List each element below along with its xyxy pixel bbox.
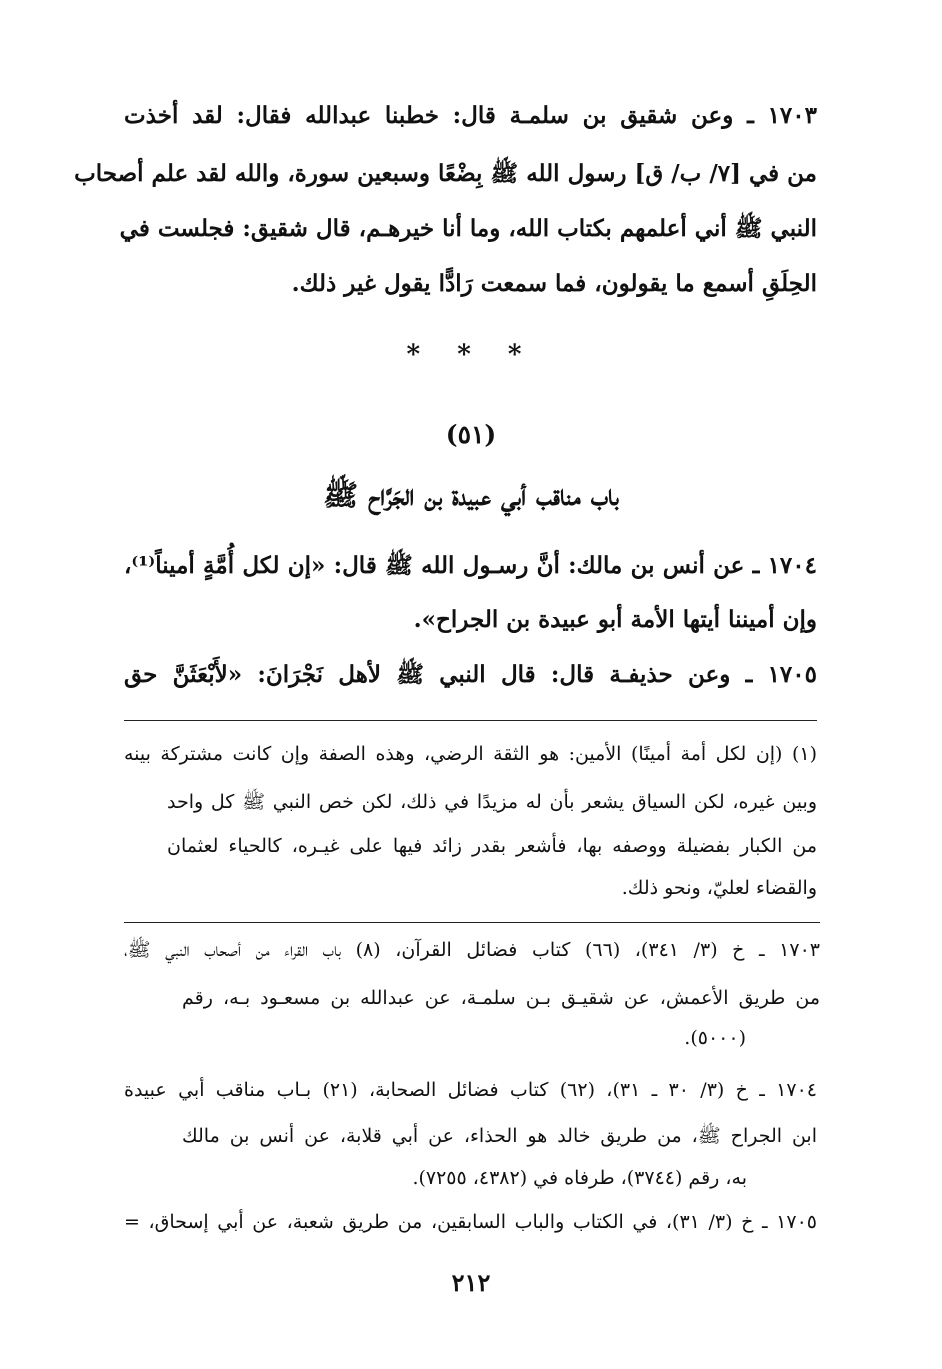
text-line: الحِلَقِ أسمع ما يقولون، فما سمعت رَادًّا يقول غير ذلك. <box>291 270 817 297</box>
takhrij-line: به، رقم (٣٧٤٤)، طرفاه في (٤٣٨٢، ٧٢٥٥). <box>412 1167 747 1189</box>
text-line: من في [٧/ ب/ ق] رسول الله ﷺ بِضْعًا وسبعين سورة، والله لقد علم أصحاب <box>74 160 817 187</box>
footnote-line: والقضاء لعليّ، ونحو ذلك. <box>621 877 817 899</box>
footnote-line: (١) (إن لكل أمة أمينًا) الأمين: هو الثقة الرضي، وهذه الصفة وإن كانت مشتركة بينه <box>124 743 817 765</box>
section-separator: * * * <box>406 340 536 370</box>
footnote-line: وبين غيره، لكن السياق يشعر بأن له مزيدًا في ذلك، لكن خص النبي ﷺ كل واحد <box>167 791 817 813</box>
text-line: النبي ﷺ أني أعلمهم بكتاب الله، وما أنا خيرهـم، قال شقيق: فجلست في <box>119 215 817 242</box>
takhrij-divider <box>124 922 820 923</box>
text-line: وإن أميننا أيتها الأمة أبو عبيدة بن الجراح». <box>413 606 817 633</box>
footnote-line: من الكبار بفضيلة ووصفه بها، فأشعر بقدر زائد فيها على غيـره، كالحياء لعثمان <box>167 835 817 857</box>
text-line: ١٧٠٥ ـ وعن حذيفـة قال: قال النبي ﷺ لأهل نَجْرَانَ: «لأَبْعَثَنَّ حق <box>124 661 817 688</box>
text-line: ١٧٠٤ ـ عن أنس بن مالك: أنَّ رسـول الله ﷺ قال: «إن لكل أُمَّةٍ أميناً⁽¹⁾، <box>124 552 817 579</box>
takhrij-line: ابن الجراح ﷺ، من طريق خالد هو الحذاء، عن أبي قلابة، عن أنس بن مالك <box>182 1125 817 1147</box>
chapter-title: باب مناقب أبي عبيدة بن الجَرَّاح ﷺ <box>323 478 619 512</box>
chapter-number: (٥١) <box>445 420 497 449</box>
takhrij-line: ١٧٠٤ ـ خ (٣/ ٣٠ ـ ٣١)، (٦٢) كتاب فضائل الصحابة، (٢١) بـاب مناقب أبي عبيدة <box>124 1079 817 1101</box>
text-line: ١٧٠٣ ـ وعن شقيق بن سلمـة قال: خطبنا عبدالله فقال: لقد أخذت <box>124 102 817 129</box>
takhrij-line: ١٧٠٥ ـ خ (٣/ ٣١)، في الكتاب والباب السابقين، من طريق شعبة، عن أبي إسحاق، = <box>124 1211 817 1233</box>
takhrij-line: ١٧٠٣ ـ خ (٣/ ٣٤١)، (٦٦) كتاب فضائل القرآن، (٨) باب القراء من أصحاب النبي ﷺ، <box>124 939 820 961</box>
footnote-divider <box>124 720 817 721</box>
takhrij-line: (٥٠٠٠). <box>684 1027 746 1049</box>
takhrij-line: من طريق الأعمش، عن شقيـق بـن سلمـة، عن عبدالله بن مسعـود بـه، رقم <box>182 987 820 1009</box>
page-number: ٢١٢ <box>451 1268 491 1297</box>
